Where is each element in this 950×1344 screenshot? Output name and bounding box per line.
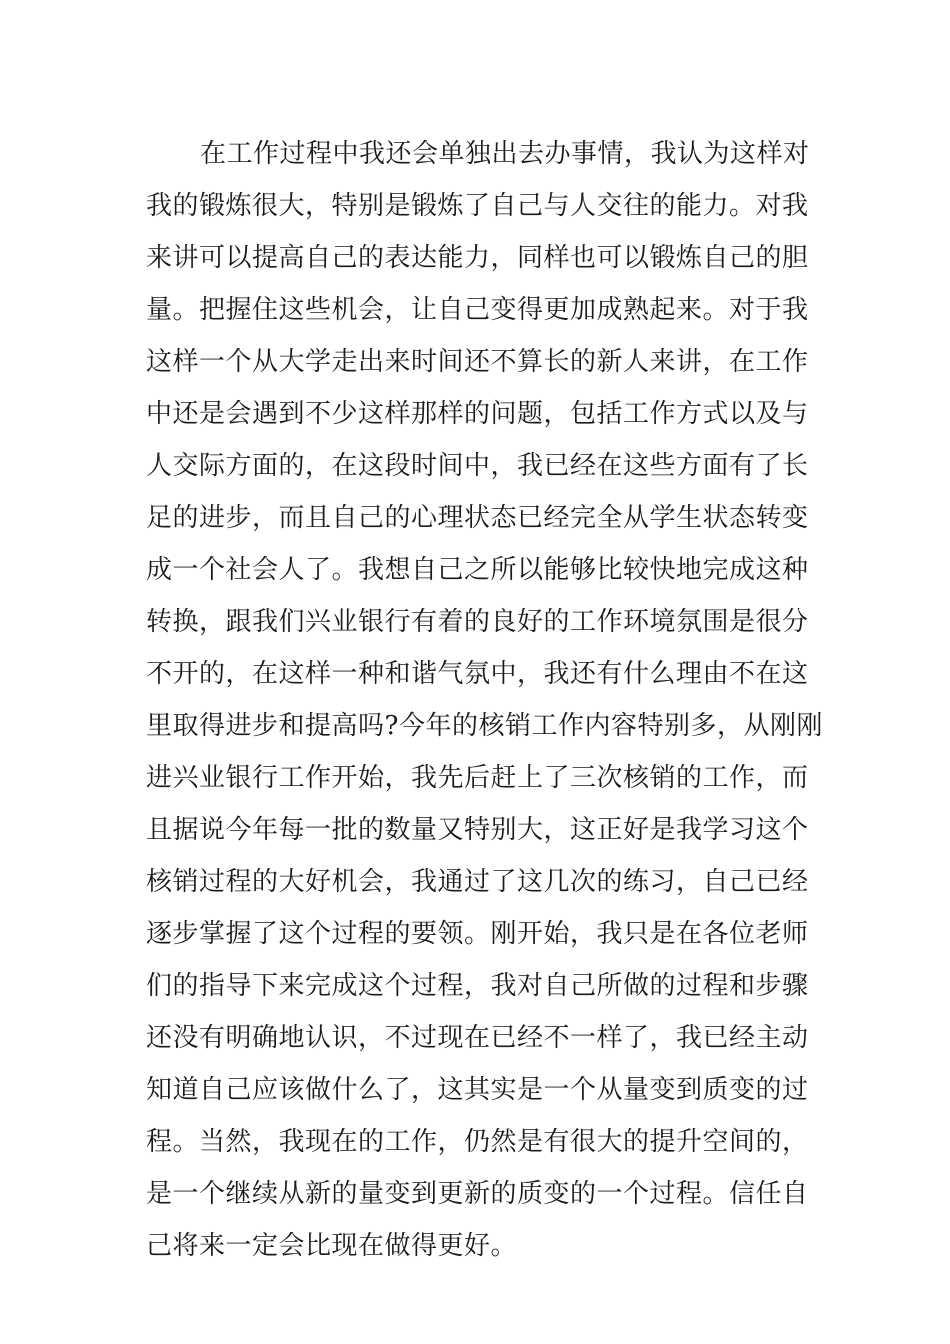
text-line-12: 里取得进步和提高吗?今年的核销工作内容特别多，从刚刚	[146, 711, 823, 741]
text-line-1: 在工作过程中我还会单独出去办事情，我认为这样对	[200, 139, 810, 169]
text-line-10: 转换，跟我们兴业银行有着的良好的工作环境氛围是很分	[146, 607, 809, 637]
text-line-4: 量。把握住这些机会，让自己变得更加成熟起来。对于我	[146, 295, 809, 325]
text-line-21: 是一个继续从新的量变到更新的质变的一个过程。信任自	[146, 1179, 809, 1209]
text-line-5: 这样一个从大学走出来时间还不算长的新人来讲，在工作	[146, 347, 809, 377]
text-line-2: 我的锻炼很大，特别是锻炼了自己与人交往的能力。对我	[146, 191, 809, 221]
text-line-8: 足的进步，而且自己的心理状态已经完全从学生状态转变	[146, 503, 809, 533]
text-line-9: 成一个社会人了。我想自己之所以能够比较快地完成这种	[146, 555, 809, 585]
text-line-13: 进兴业银行工作开始，我先后赶上了三次核销的工作，而	[146, 763, 809, 793]
text-line-16: 逐步掌握了这个过程的要领。刚开始，我只是在各位老师	[146, 919, 809, 949]
text-line-15: 核销过程的大好机会，我通过了这几次的练习，自己已经	[146, 867, 809, 897]
text-line-3: 来讲可以提高自己的表达能力，同样也可以锻炼自己的胆	[146, 243, 809, 273]
text-line-17: 们的指导下来完成这个过程，我对自己所做的过程和步骤	[146, 971, 809, 1001]
text-line-7: 人交际方面的，在这段时间中，我已经在这些方面有了长	[146, 451, 809, 481]
body-paragraph	[146, 128, 823, 1272]
text-line-19: 知道自己应该做什么了，这其实是一个从量变到质变的过	[146, 1075, 809, 1105]
text-line-22: 己将来一定会比现在做得更好。	[146, 1231, 518, 1261]
text-line-11: 不开的，在这样一种和谐气氛中，我还有什么理由不在这	[146, 659, 809, 689]
text-line-6: 中还是会遇到不少这样那样的问题，包括工作方式以及与	[146, 399, 809, 429]
text-line-14: 且据说今年每一批的数量又特别大，这正好是我学习这个	[146, 815, 809, 845]
text-line-18: 还没有明确地认识，不过现在已经不一样了，我已经主动	[146, 1023, 809, 1053]
text-line-20: 程。当然，我现在的工作，仍然是有很大的提升空间的，	[146, 1127, 809, 1157]
